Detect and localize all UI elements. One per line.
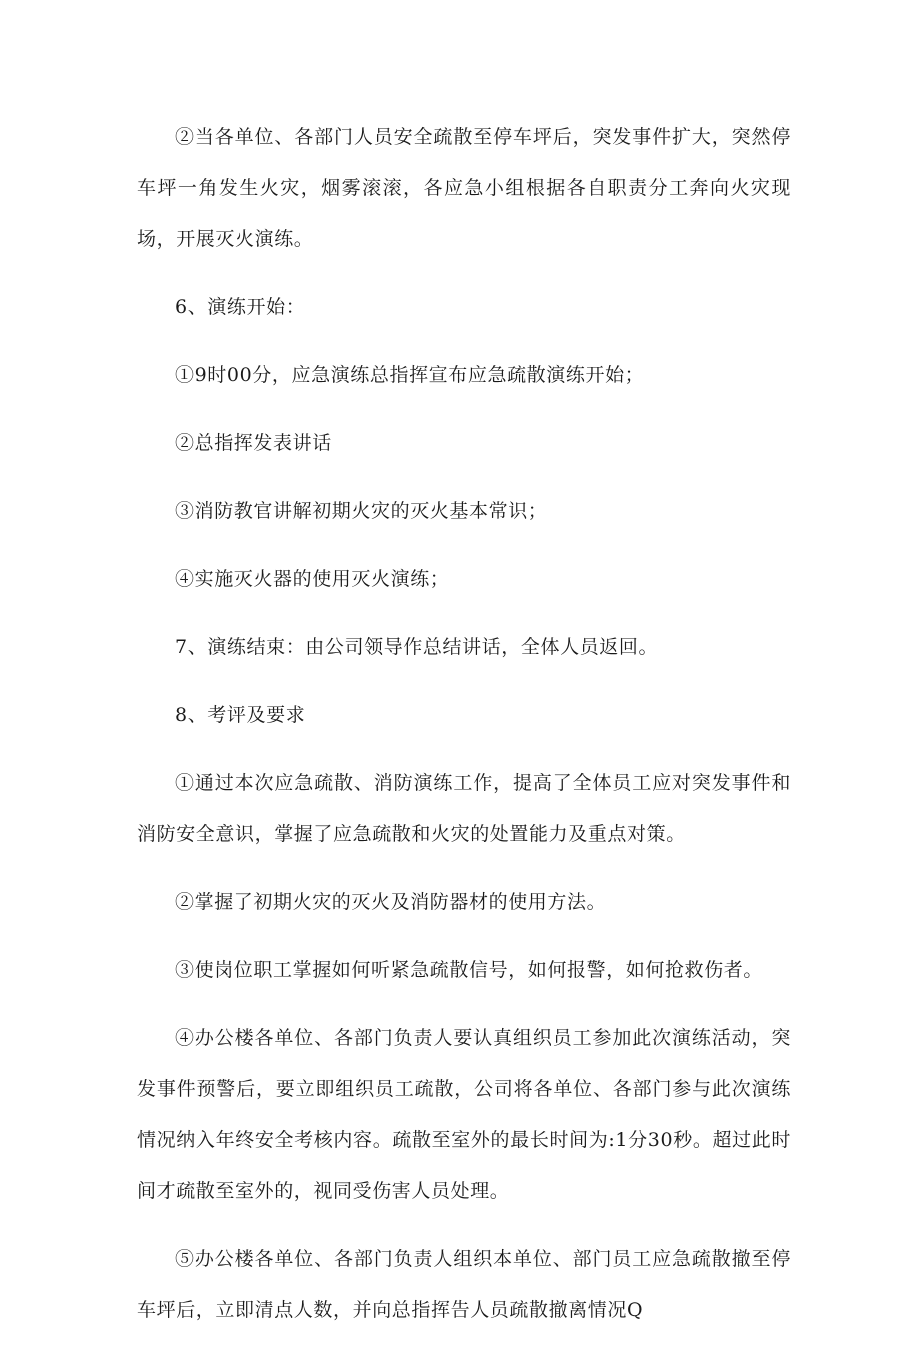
heading-drill-end: 7、演练结束：由公司领导作总结讲话，全体人员返回。 bbox=[175, 636, 659, 658]
document-body bbox=[137, 112, 791, 1353]
paragraph-evaluation-1: ①通过本次应急疏散、消防演练工作，提高了全体员工应对突发事件和消防安全意识，掌握了应急疏散和火灾的处置能力及重点对策。 bbox=[137, 772, 791, 845]
paragraph-evaluation-3: ③使岗位职工掌握如何听紧急疏散信号，如何报警，如何抢救伤者。 bbox=[175, 959, 764, 981]
paragraph-commander-speech: ②总指挥发表讲话 bbox=[175, 432, 332, 454]
paragraph-evaluation-4: ④办公楼各单位、各部门负责人要认真组织员工参加此次演练活动，突发事件预警后，要立即组织员工疏散，公司将各单位、各部门参与此次演练情况纳入年终安全考核内容。疏散至室外的最长时间为:1分30秒。超过此时间才疏散至室外的，视同受伤害人员处理。 bbox=[137, 1027, 791, 1202]
paragraph-evaluation-2: ②掌握了初期火灾的灭火及消防器材的使用方法。 bbox=[175, 891, 607, 913]
heading-drill-start: 6、演练开始： bbox=[175, 296, 306, 318]
paragraph-extinguisher-drill: ④实施灭火器的使用灭火演练； bbox=[175, 568, 450, 590]
paragraph-drill-start-announcement: ①9时00分，应急演练总指挥宣布应急疏散演练开始； bbox=[175, 364, 645, 386]
paragraph-fire-drill-scenario: ②当各单位、各部门人员安全疏散至停车坪后，突发事件扩大，突然停车坪一角发生火灾，烟雾滚滚，各应急小组根据各自职责分工奔向火灾现场，开展灭火演练。 bbox=[137, 126, 791, 250]
heading-evaluation-requirements: 8、考评及要求 bbox=[175, 704, 306, 726]
paragraph-fire-knowledge: ③消防教官讲解初期火灾的灭火基本常识； bbox=[175, 500, 548, 522]
paragraph-evaluation-5: ⑤办公楼各单位、各部门负责人组织本单位、部门员工应急疏散撤至停车坪后，立即清点人数，并向总指挥告人员疏散撤离情况Q bbox=[137, 1248, 791, 1321]
